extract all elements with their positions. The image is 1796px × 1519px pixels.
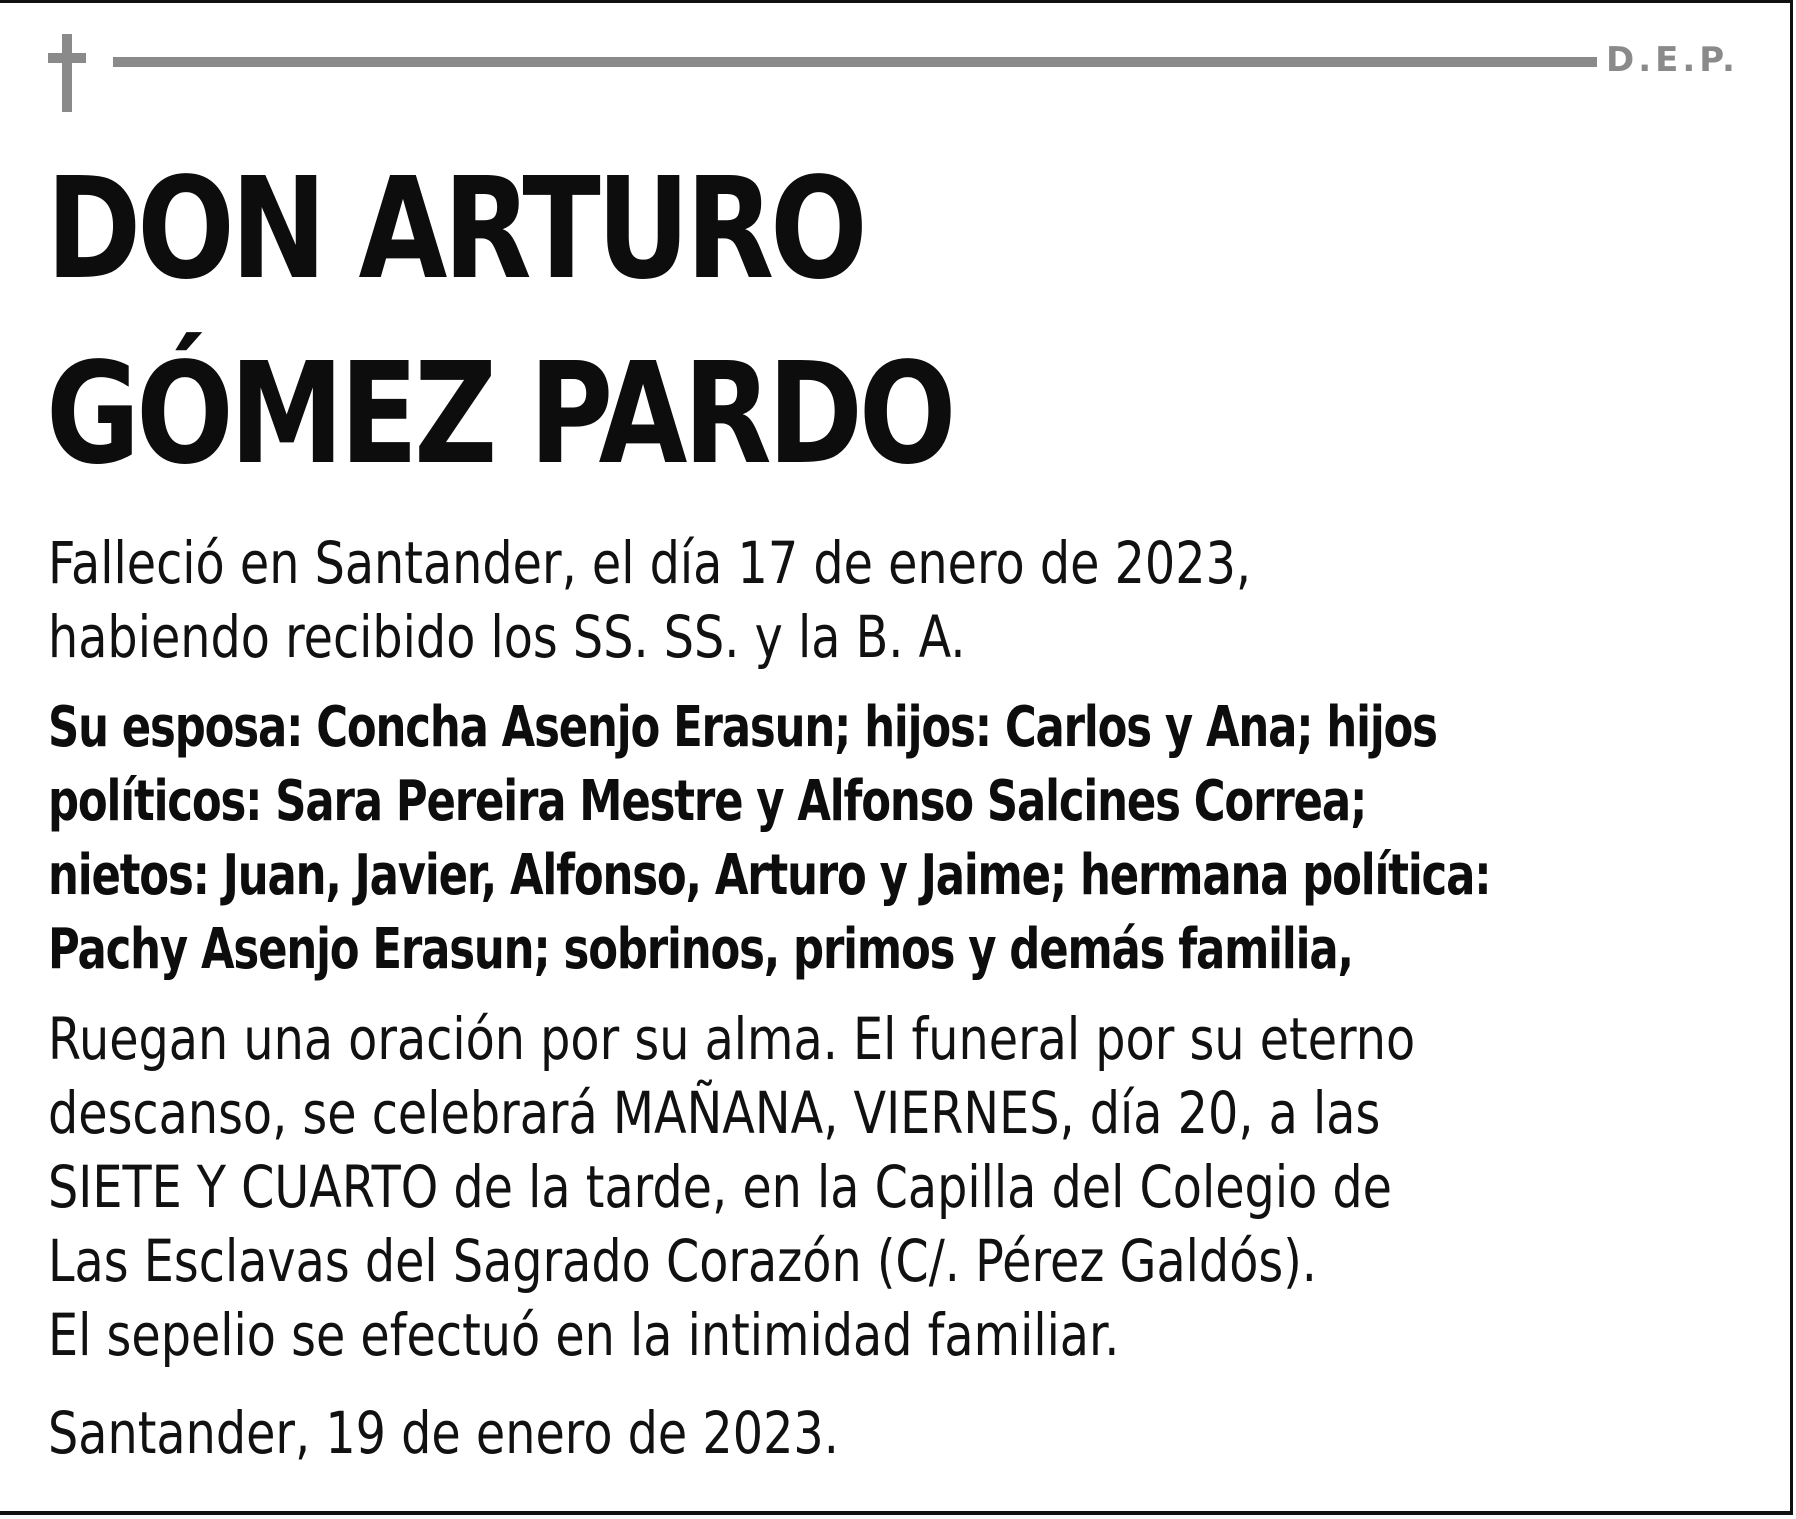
text-line: nietos: Juan, Javier, Alfonso, Arturo y Jaime; hermana política: [48,843,1491,908]
text-line: Falleció en Santander, el día 17 de enero de 2023, [48,529,1252,597]
text-line: habiendo recibido los SS. SS. y la B. A. [48,603,966,671]
header-rule [113,57,1597,67]
text-line: Santander, 19 de enero de 2023. [48,1399,839,1467]
deceased-name-line-2: GÓMEZ PARDO [46,333,953,496]
funeral-paragraph [48,1002,1528,1372]
text-line: políticos: Sara Pereira Mestre y Alfonso Salcines Correa; [48,769,1367,834]
text-line: SIETE Y CUARTO de la tarde, en la Capilla del Colegio de [48,1153,1392,1221]
place-date-line [48,1396,1528,1470]
text-line: Su esposa: Concha Asenjo Erasun; hijos: Carlos y Ana; hijos [48,695,1437,760]
text-line: Las Esclavas del Sagrado Corazón (C/. Pérez Galdós). [48,1227,1317,1295]
text-line: Pachy Asenjo Erasun; sobrinos, primos y demás familia, [48,917,1353,982]
death-notice-paragraph [48,526,1528,674]
text-line: descanso, se celebrará MAÑANA, VIERNES, día 20, a las [48,1079,1381,1147]
text-line: Ruegan una oración por su alma. El funeral por su eterno [48,1005,1416,1073]
cross-icon [48,34,86,112]
family-paragraph [48,691,1559,987]
dep-badge: D.E.P. [1606,40,1739,80]
text-line: El sepelio se efectuó en la intimidad familiar. [48,1301,1120,1369]
deceased-name-line-1: DON ARTURO [46,148,864,311]
